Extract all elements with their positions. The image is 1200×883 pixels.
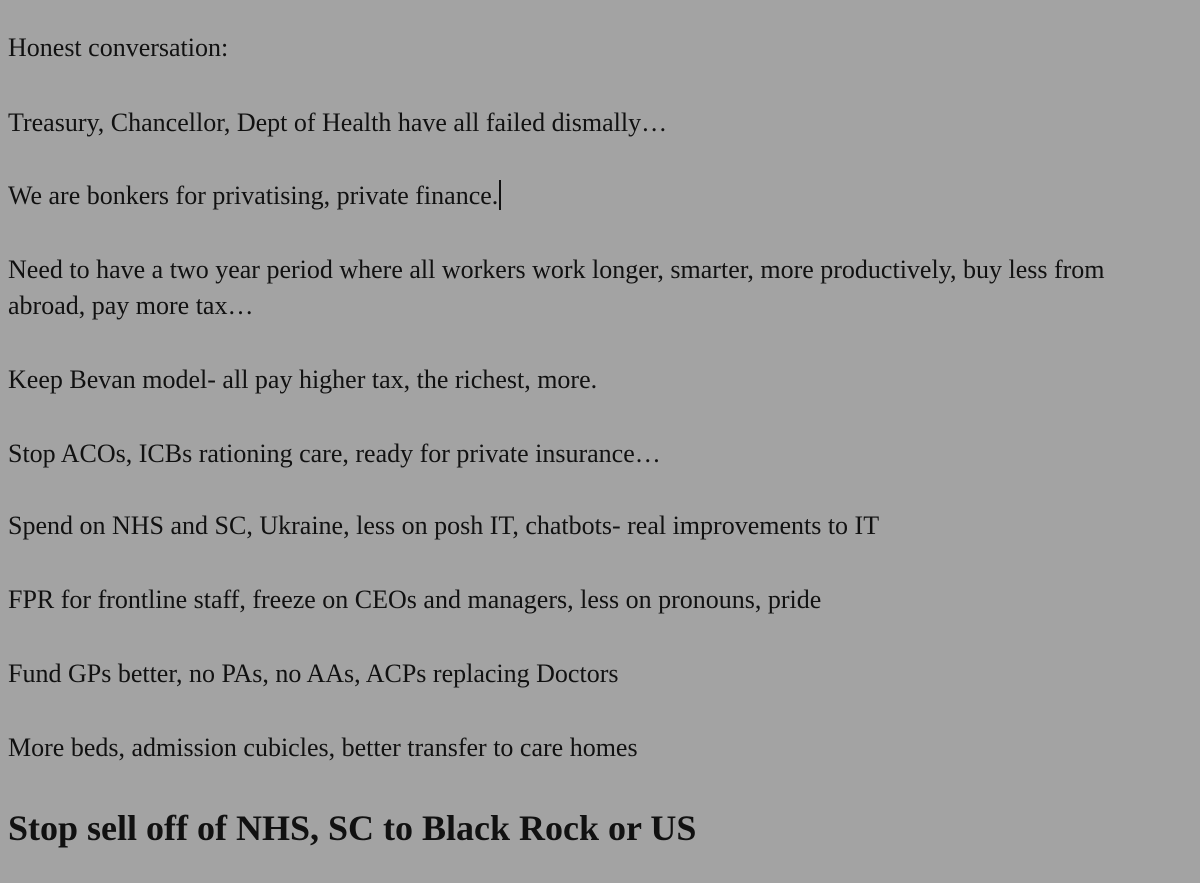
paragraph-more-beds: More beds, admission cubicles, better transfer to care homes — [8, 733, 638, 762]
paragraph-fpr: FPR for frontline staff, freeze on CEOs and managers, less on pronouns, pride — [8, 585, 822, 614]
paragraph-two-year-period: Need to have a two year period where all workers work longer, smarter, more productively, buy less from abroad, pay more tax… — [8, 255, 1105, 320]
paragraph-failures: Treasury, Chancellor, Dept of Health have all failed dismally… — [8, 108, 668, 137]
paragraph-privatising — [8, 178, 1188, 214]
paragraph-intro: Honest conversation: — [8, 33, 229, 62]
headline: Stop sell off of NHS, SC to Black Rock or US — [8, 808, 697, 848]
paragraph-stop-acos: Stop ACOs, ICBs rationing care, ready for private insurance… — [8, 439, 661, 468]
paragraph-privatising-text: We are bonkers for privatising, private finance. — [8, 181, 499, 210]
paragraph-spending: Spend on NHS and SC, Ukraine, less on posh IT, chatbots- real improvements to IT — [8, 511, 880, 540]
paragraph-fund-gps: Fund GPs better, no PAs, no AAs, ACPs replacing Doctors — [8, 659, 619, 688]
text-cursor — [499, 180, 501, 210]
paragraph-bevan-model: Keep Bevan model- all pay higher tax, the richest, more. — [8, 365, 598, 394]
